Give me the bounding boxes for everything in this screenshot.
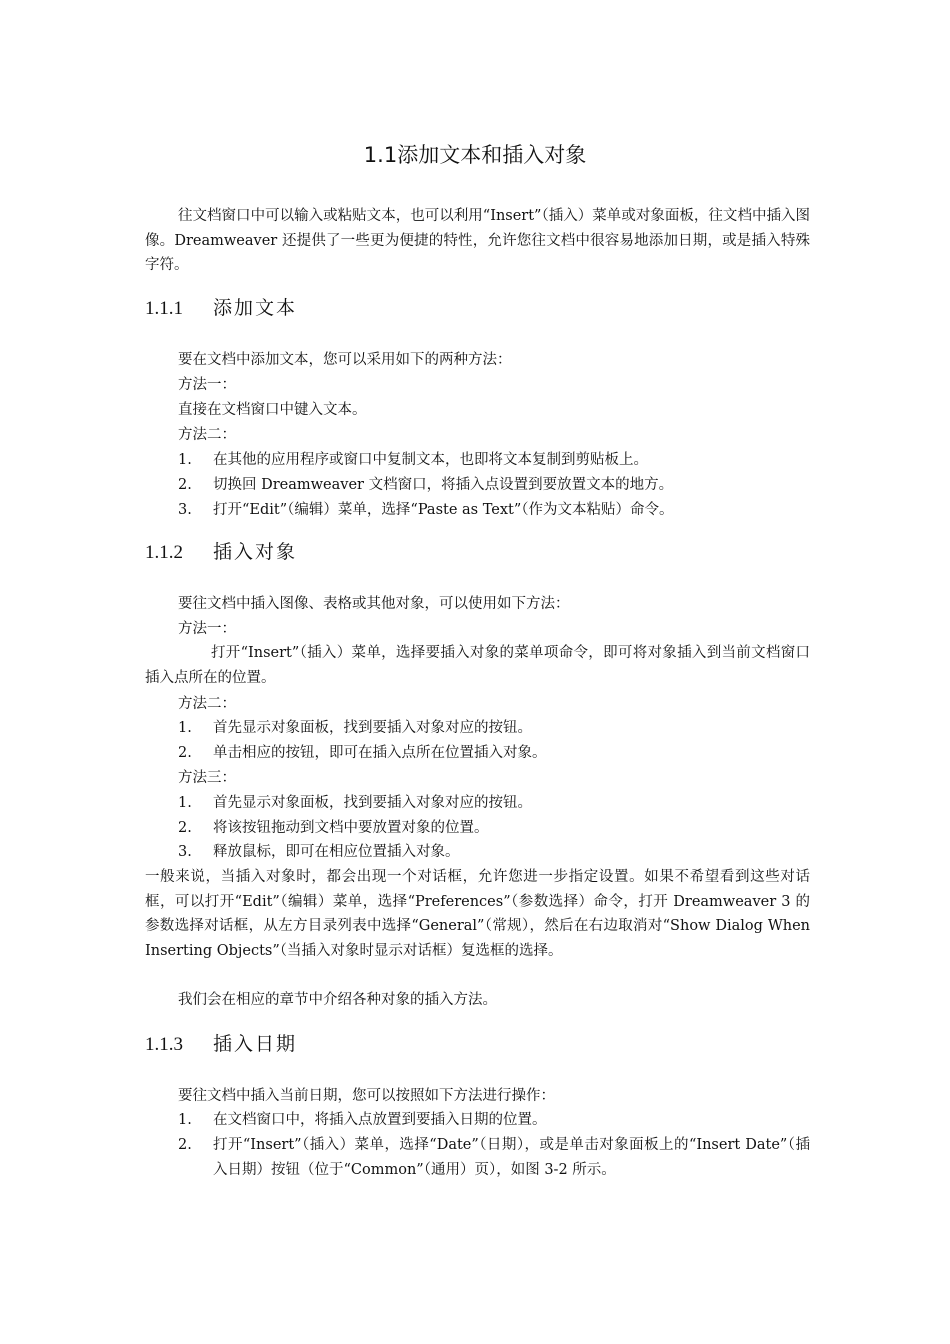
s2-lead: 要往文档中插入图像、表格或其他对象，可以使用如下方法：: [178, 596, 570, 612]
section-number: 1.1.1: [145, 298, 183, 319]
section-number: 1.1.2: [145, 542, 183, 563]
s2-paragraph-closing: 我们会在相应的章节中介绍各种对象的插入方法。: [178, 992, 497, 1008]
section-title: 添加文本: [213, 297, 298, 319]
s1-method1-text: 直接在文档窗口中键入文本。: [178, 402, 367, 418]
s3-lead: 要往文档中插入当前日期，您可以按照如下方法进行操作：: [178, 1088, 555, 1104]
section-heading-1-1-3: [145, 1030, 297, 1059]
s2-paragraph-dialogs: 一般来说，当插入对象时，都会出现一个对话框，允许您进一步指定设置。如果不希望看到这些对话框，可以打开“Edit”（编辑）菜单，选择“Preferences”（参数选择）命令，打开 Dreamweaver 3 的参数选择对话框，从左方目录列表中选择“General”（常规），然后在右边取消对“Show Dialog When Inserting Objects”（当插入对象时显示对话框）复选框的选择。: [145, 869, 810, 959]
section-title: 插入日期: [213, 1033, 298, 1055]
page-title: 1.1添加文本和插入对象: [363, 143, 587, 167]
s1-method2-label: 方法二：: [178, 427, 236, 443]
s2-method2-label: 方法二：: [178, 696, 236, 712]
section-title: 插入对象: [213, 541, 298, 563]
s2-method1-text: 打开“Insert”（插入）菜单，选择要插入对象的菜单项命令，即可将对象插入到当前文档窗口插入点所在的位置。: [145, 645, 810, 686]
s1-method1-label: 方法一：: [178, 377, 236, 393]
s2-method3-label: 方法三：: [178, 770, 236, 786]
document-page: 1.1添加文本和插入对象 往文档窗口中可以输入或粘贴文本，也可以利用“Insert”（插入）菜单或对象面板，往文档中插入图像。Dreamweaver 还提供了一些更为便捷的特性，允许您往文档中很容易地添加日期，或是插入特殊字符。 1.1.1 添加文本 要在文档中添加文本，您可以采用如下的两种方法： 方法一： 直接在文档窗口中键入文本。 方法二： 1. 在其他的应用程序或窗口中复制文本，也即将文本复制到剪贴板上。 2. 切换回 Dreamweaver 文档窗口，将插入点设置到要放置文本的地方。 3. 打开“Edit”（编辑）菜单，选择“Paste as Text”（作为文本粘贴）命令。 1.1.2 插入对象 要往文档中插入图像、表格或其他对象，可以使用如下方法： 方法一： 打开“Insert”（插入）菜单，选择要插入对象的菜单项命令，即可将对象插入到当前文档窗口插入点所在的位置。 方法二： 1. 首先显示对象面板，找到要插入对象对应的按钮。 2. 单击相应的按钮，即可在插入点所在位置插入对象。 方法三： 1. 首先显示对象面板，找到要插入对象对应的按钮。 2. 将该按钮拖动到文档中要放置对象的位置。 3. 释放鼠标，即可在相应位置插入对象。 一般来说，当插入对象时，都会出现一个对话框，允许您进一步指定设置。如果不希望看到这些对话框，可以打开“Edit”（编辑）菜单，选择“Preferences”（参数选择）命令，打开 Dreamweaver 3 的参数选择对话框，从左方目录列表中选择“General”（常规），然后在右边取消对“Show Dialog When Inserting Objects”（当插入对象时显示对话框）复选框的选择。 我们会在相应的章节中介绍各种对象的插入方法。 1.1.3 插入日期 要往文档中插入当前日期，您可以按照如下方法进行操作： 1. 在文档窗口中，将插入点放置到要插入日期的位置。 2. 打开“Insert”（插入）菜单，选择“Date”（日期），或是单击对象面板上的“Insert Date”（插入日期）按钮（位于“Common”（通用）页），如图 3-2 所示。: [0, 0, 950, 1344]
section-number: 1.1.3: [145, 1034, 183, 1055]
intro-paragraph: 往文档窗口中可以输入或粘贴文本，也可以利用“Insert”（插入）菜单或对象面板，往文档中插入图像。Dreamweaver 还提供了一些更为便捷的特性，允许您往文档中很容易地添加日期，或是插入特殊字符。: [145, 208, 810, 274]
section-heading-1-1-1: [145, 294, 297, 323]
s1-lead: 要在文档中添加文本，您可以采用如下的两种方法：: [178, 352, 512, 368]
section-heading-1-1-2: [145, 538, 297, 567]
s2-method1-label: 方法一：: [178, 621, 236, 637]
